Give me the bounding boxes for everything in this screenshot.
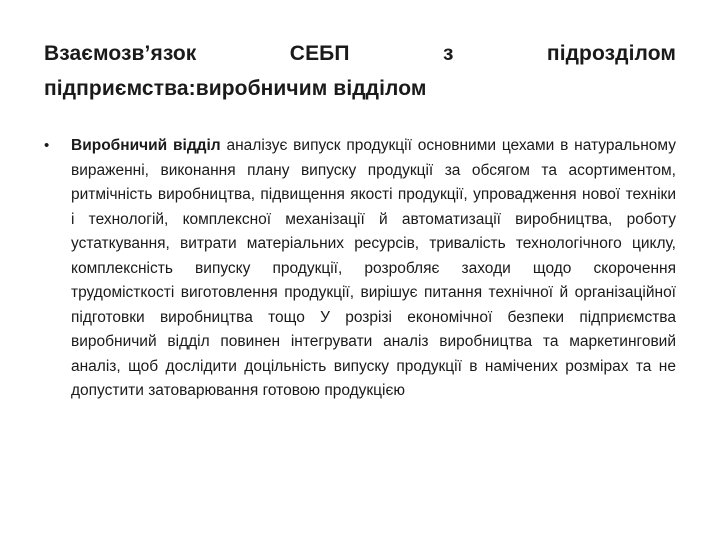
- bullet-lead-text: Виробничий відділ: [71, 137, 221, 154]
- bullet-body-text: аналізує випуск продукції основними цехами в натуральному вираженні, виконання плану випуску продукції за обсягом та асортиментом, ритмічність виробництва, підвищення якості продукції, упровадження нової техніки і технологій, комплексної механізації й автоматизації виробництва, роботу устаткування, витрати матеріальних ресурсів, тривалість технологічного циклу, комплексність випуску продукції, розробляє заходи щодо скорочення трудомісткості виготовлення продукції, вирішує питання технічної й організаційної підготовки виробництва тощо У розрізі економічної безпеки підприємства виробничий відділ повинен інтегрувати аналіз виробництва та маркетинговий аналіз, щоб дослідити доцільність випуску продукції в намічених розмірах та не допустити затоварювання готовою продукцією: [71, 137, 676, 399]
- bullet-dot-icon: •: [44, 137, 50, 154]
- bullet-item: [44, 134, 676, 404]
- slide-title: Взаємозв’язок СЕБП з підрозділом підприємства:виробничим відділом: [44, 42, 676, 100]
- bullet-list: [44, 134, 676, 404]
